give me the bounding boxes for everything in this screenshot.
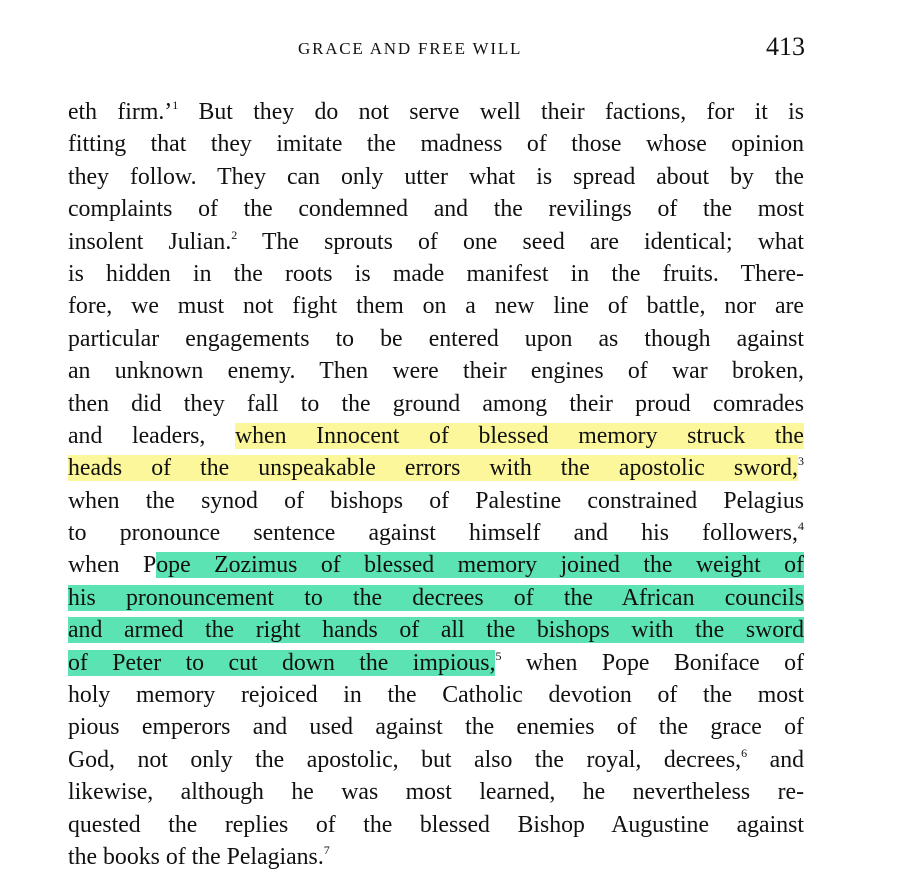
text-line	[68, 161, 804, 193]
footnote-marker: 1	[172, 98, 179, 112]
text-segment: holy memory rejoiced in the Catholic devotion of the most	[68, 682, 804, 709]
text-segment: But they do not serve well their factions, for it is	[178, 99, 804, 125]
text-segment: the books of the Pelagians.	[68, 843, 324, 870]
text-line	[68, 647, 804, 679]
text-segment: is hidden in the roots is made manifest in the fruits. There-	[68, 260, 804, 287]
text-segment: then did they fall to the ground among their proud comrades	[68, 390, 804, 417]
text-line	[68, 841, 804, 873]
text-line	[68, 388, 804, 420]
text-segment: pious emperors and used against the enemies of the grace of	[68, 714, 804, 741]
text-line	[68, 614, 804, 646]
text-segment: to pronounce sentence against himself and his followers,	[68, 520, 798, 547]
text-line	[68, 776, 804, 808]
text-line	[68, 809, 804, 841]
body-text	[68, 96, 804, 873]
text-segment: when Pope Boniface of	[501, 649, 804, 676]
text-segment: fitting that they imitate the madness of those whose opinion	[68, 131, 804, 158]
text-segment: quested the replies of the blessed Bishop Augustine against	[68, 811, 804, 838]
text-line	[68, 226, 804, 258]
footnote-marker: 6	[741, 745, 748, 760]
highlighted-text-green: ope Zozimus of blessed memory joined the weight of	[156, 552, 805, 579]
text-segment: eth firm.’	[68, 99, 173, 125]
text-line	[68, 128, 804, 160]
text-segment: complaints of the condemned and the revilings of the most	[68, 196, 804, 223]
text-line	[68, 96, 804, 128]
text-line	[68, 290, 804, 322]
running-head-title: GRACE AND FREE WILL	[298, 39, 523, 58]
highlighted-text-yellow: heads of the unspeakable errors with the apostolic sword,	[68, 455, 798, 482]
text-line	[68, 744, 804, 776]
text-line	[68, 679, 804, 711]
text-line	[68, 452, 804, 484]
text-line	[68, 258, 804, 290]
text-segment: when the synod of bishops of Palestine constrained Pelagius	[68, 487, 804, 514]
text-segment: and	[747, 746, 804, 773]
text-line	[68, 420, 804, 452]
footnote-marker: 4	[798, 519, 804, 534]
text-segment: The sprouts of one seed are identical; what	[237, 228, 804, 255]
footnote-marker: 3	[798, 454, 804, 469]
text-segment: when P	[68, 552, 157, 579]
text-segment: God, not only the apostolic, but also the royal, decrees,	[68, 746, 742, 773]
text-line	[68, 517, 804, 549]
highlighted-text-green: and armed the right hands of all the bishops with the sword	[68, 617, 804, 644]
text-segment: insolent Julian.	[68, 228, 232, 255]
text-segment: fore, we must not fight them on a new line of battle, nor are	[68, 293, 804, 320]
text-line	[68, 711, 804, 743]
highlighted-text-green: his pronouncement to the decrees of the African councils	[68, 584, 804, 611]
text-segment: they follow. They can only utter what is spread about by the	[68, 163, 804, 190]
page-number: 413	[766, 32, 805, 61]
footnote-marker: 7	[323, 842, 330, 857]
text-line	[68, 355, 804, 387]
text-line	[68, 582, 804, 614]
running-head	[70, 30, 805, 70]
text-segment: particular engagements to be entered upon as though against	[68, 325, 804, 352]
text-line	[68, 549, 804, 581]
text-line	[68, 485, 804, 517]
footnote-marker: 2	[231, 227, 238, 242]
text-line	[68, 323, 804, 355]
highlighted-text-green: of Peter to cut down the impious,	[68, 649, 496, 676]
footnote-marker: 5	[495, 648, 502, 663]
highlighted-text-yellow: when Innocent of blessed memory struck the	[234, 422, 804, 449]
text-segment: and leaders,	[68, 422, 235, 449]
text-segment: an unknown enemy. Then were their engines of war broken,	[68, 358, 804, 385]
text-line	[68, 193, 804, 225]
text-segment: likewise, although he was most learned, he nevertheless re-	[68, 779, 804, 806]
